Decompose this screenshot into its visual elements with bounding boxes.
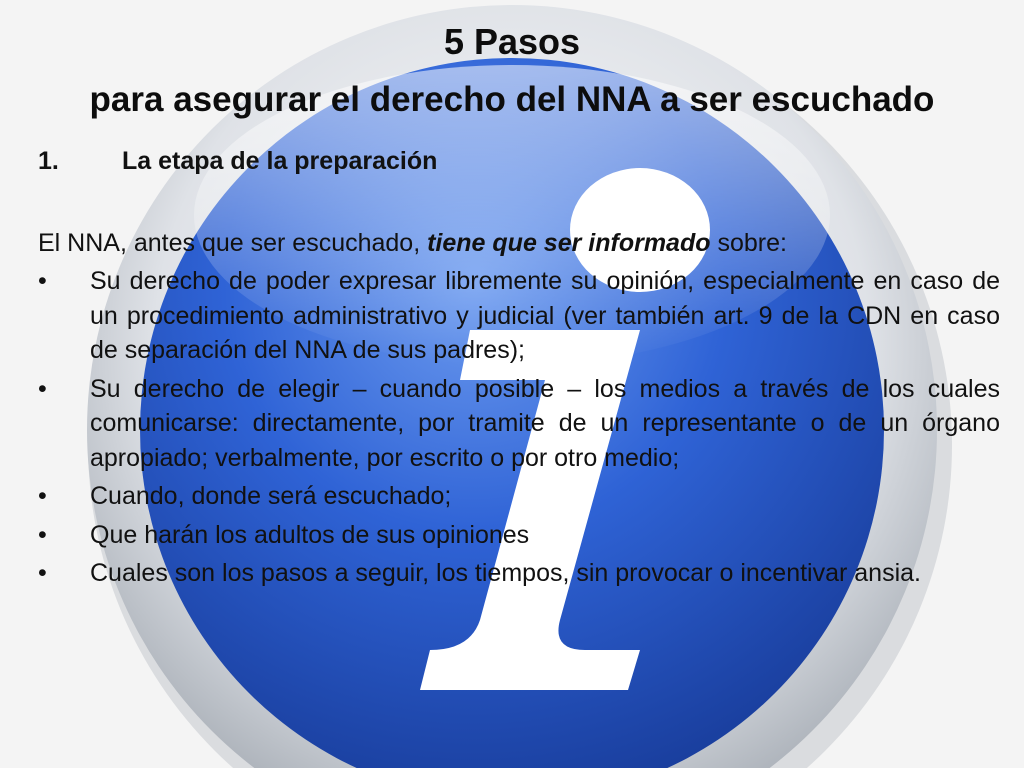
list-item (38, 372, 1000, 476)
bullet-marker: • (38, 559, 47, 587)
title-line-1: 5 Pasos (443, 21, 581, 62)
bullet-text: Cuando, donde será escuchado; (90, 482, 452, 510)
intro-paragraph (38, 226, 787, 260)
bullet-text: Su derecho de elegir – cuando posible – los medios a través de los cuales comunicarse: directamente, por tramite de un representante o de un órgano apropiado; verbalmente, por escrito o por otro medio; (90, 374, 1000, 472)
bullet-marker: • (38, 374, 47, 403)
intro-text-after: sobre: (710, 229, 787, 257)
bullet-text: Su derecho de poder expresar libremente su opinión, especialmente en caso de un procedimiento administrativo y judicial (ver también art. 9 de la CDN en caso de separación del NNA de sus padres); (90, 267, 1000, 364)
list-item (38, 556, 1000, 591)
bullet-marker: • (38, 520, 47, 549)
bullet-marker: • (38, 267, 47, 295)
list-item (38, 264, 1000, 368)
title-line-2: para asegurar el derecho del NNA a ser escuchado (89, 80, 935, 119)
step-number: 1. (38, 147, 59, 175)
bullet-marker: • (38, 482, 47, 510)
intro-emphasis: tiene que ser informado (427, 229, 711, 257)
step-title: La etapa de la preparación (122, 147, 438, 175)
intro-text-before: El NNA, antes que ser escuchado, (38, 229, 428, 257)
bullet-text: Cuales son los pasos a seguir, los tiempos, sin provocar o incentivar ansia. (90, 559, 921, 587)
list-item (38, 479, 1000, 514)
bullet-text: Que harán los adultos de sus opiniones (90, 520, 530, 549)
step-heading (38, 144, 437, 178)
bullet-list (38, 264, 1000, 595)
list-item (38, 518, 1000, 553)
